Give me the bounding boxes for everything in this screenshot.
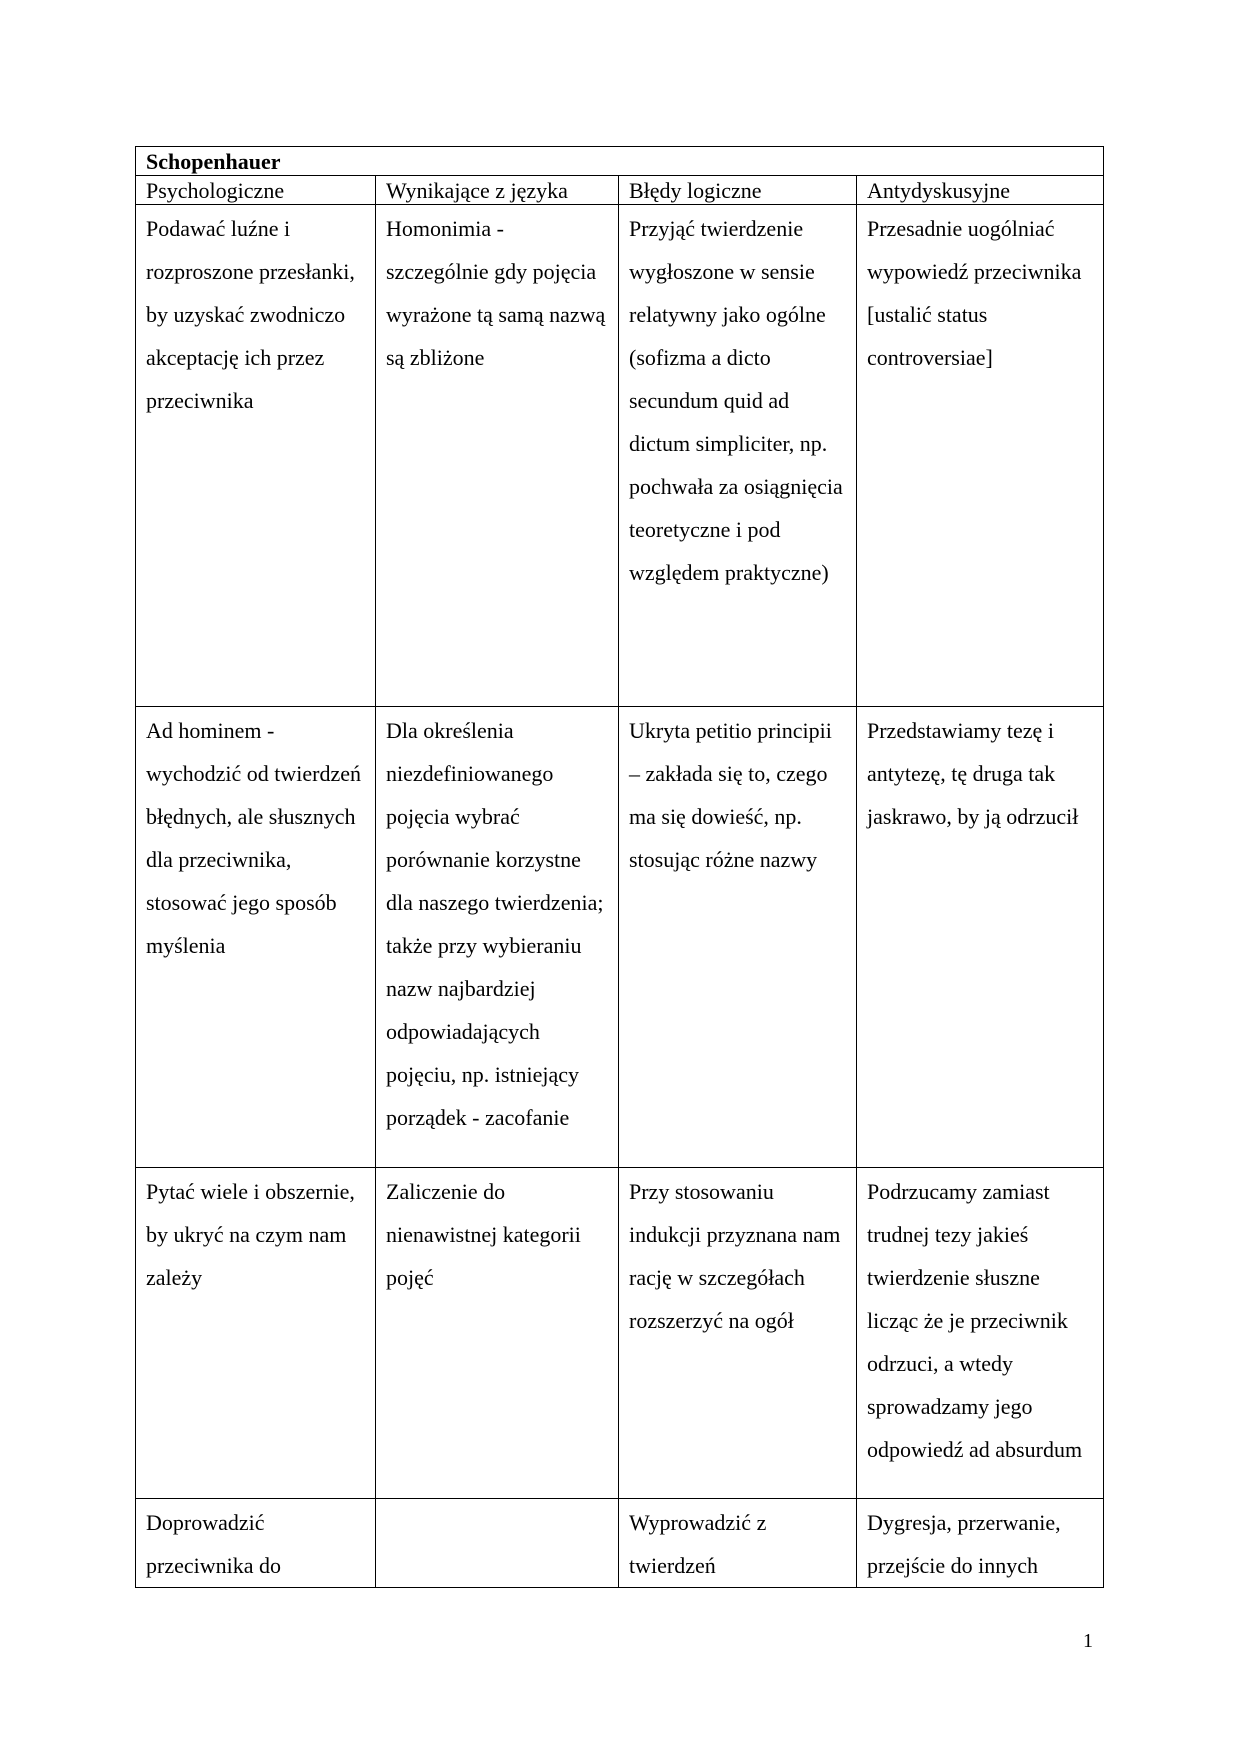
table-row	[136, 707, 1104, 1168]
argument-table	[135, 146, 1104, 1588]
table-cell: Przesadnie uogólniać wypowiedź przeciwnika [ustalić status controversiae]	[857, 205, 1104, 707]
table-cell: Przy stosowaniu indukcji przyznana nam rację w szczegółach rozszerzyć na ogół	[619, 1168, 857, 1499]
table-title: Schopenhauer	[136, 147, 1104, 176]
table-cell: Ukryta petitio principii – zakłada się to, czego ma się dowieść, np. stosując różne nazwy	[619, 707, 857, 1168]
table-row	[136, 1499, 1104, 1588]
table-cell: Pytać wiele i obszernie, by ukryć na czym nam zależy	[136, 1168, 376, 1499]
column-header: Błędy logiczne	[619, 176, 857, 205]
page-number: 1	[1083, 1630, 1093, 1652]
table-row	[136, 1168, 1104, 1499]
table-cell: Dygresja, przerwanie, przejście do innych	[857, 1499, 1104, 1588]
table-cell: Doprowadzić przeciwnika do	[136, 1499, 376, 1588]
table-cell: Ad hominem - wychodzić od twierdzeń błędnych, ale słusznych dla przeciwnika, stosować jego sposób myślenia	[136, 707, 376, 1168]
column-header: Psychologiczne	[136, 176, 376, 205]
column-header: Antydyskusyjne	[857, 176, 1104, 205]
title-row	[136, 147, 1104, 176]
table-cell: Przedstawiamy tezę i antytezę, tę druga tak jaskrawo, by ją odrzucił	[857, 707, 1104, 1168]
column-header: Wynikające z języka	[376, 176, 619, 205]
table-cell: Wyprowadzić z twierdzeń	[619, 1499, 857, 1588]
table-cell: Homonimia - szczególnie gdy pojęcia wyrażone tą samą nazwą są zbliżone	[376, 205, 619, 707]
table-cell: Zaliczenie do nienawistnej kategorii pojęć	[376, 1168, 619, 1499]
table-row	[136, 205, 1104, 707]
table-cell: Podrzucamy zamiast trudnej tezy jakieś twierdzenie słuszne licząc że je przeciwnik odrzuci, a wtedy sprowadzamy jego odpowiedź ad absurdum	[857, 1168, 1104, 1499]
table-cell	[376, 1499, 619, 1588]
table-cell: Podawać luźne i rozproszone przesłanki, by uzyskać zwodniczo akceptację ich przez przeciwnika	[136, 205, 376, 707]
table-cell: Przyjąć twierdzenie wygłoszone w sensie relatywny jako ogólne (sofizma a dicto secundum quid ad dictum simpliciter, np. pochwała za osiągnięcia teoretyczne i pod względem praktyczne)	[619, 205, 857, 707]
table-cell: Dla określenia niezdefiniowanego pojęcia wybrać porównanie korzystne dla naszego twierdzenia; także przy wybieraniu nazw najbardziej odpowiadających pojęciu, np. istniejący porządek - zacofanie	[376, 707, 619, 1168]
header-row	[136, 176, 1104, 205]
